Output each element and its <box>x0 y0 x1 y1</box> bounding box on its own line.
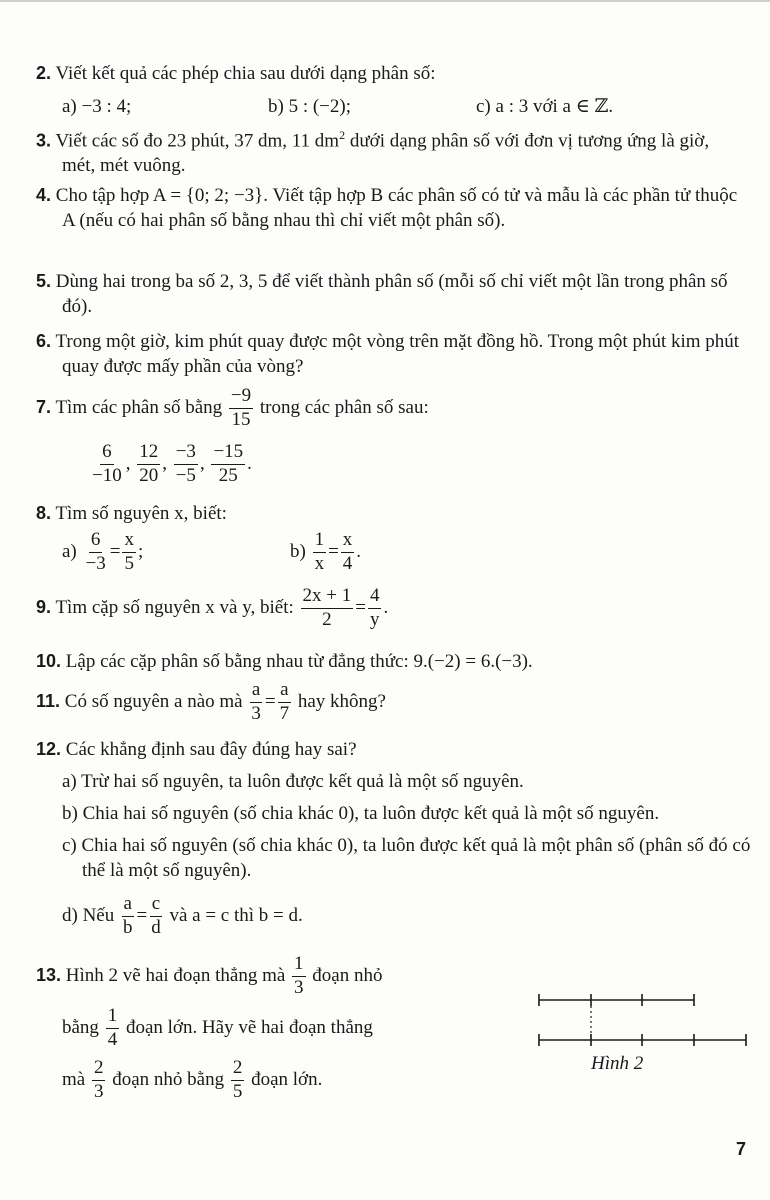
segments-figure <box>536 970 751 1080</box>
exercise-11: 11. Có số nguyên a nào mà $\frac{a}{3}$ = $\frac{a}{7}$ hay không? <box>36 679 386 724</box>
exercise-13-line-1: 13. Hình 2 vẽ hai đoạn thẳng mà $\frac{1}{3}$ đoạn nhỏ <box>36 953 383 998</box>
exercise-number: 13. <box>36 964 62 985</box>
exercise-text: Tìm số nguyên x, biết: <box>55 503 227 524</box>
exercise-2-c: c) a : 3 với a ∈ ℤ. <box>476 96 614 117</box>
fraction: $\frac{2x + 1}{2}$ <box>302 585 352 630</box>
exercise-number: 8. <box>36 503 52 523</box>
exercise-12-a: a) Trừ hai số nguyên, ta luôn được kết quả là một số nguyên. <box>62 771 524 792</box>
exercise-8-a: a) $\frac{6}{-3}$ = $\frac{x}{5}$ ; <box>62 529 144 574</box>
figure-caption: Hình 2 <box>591 1053 644 1074</box>
fraction: $\frac{a}{b}$ <box>122 893 133 938</box>
superscript: 2 <box>339 128 346 142</box>
exercise-number: 9. <box>36 596 52 617</box>
exercise-number: 11. <box>36 690 61 711</box>
fraction: $\frac{-15}{25}$ <box>213 441 244 486</box>
exercise-number: 2. <box>36 63 52 83</box>
exercise-2-b: b) 5 : (−2); <box>268 96 352 117</box>
small-segment <box>539 994 694 1006</box>
fraction: $\frac{1}{3}$ <box>294 953 304 998</box>
exercise-6 <box>36 330 746 379</box>
exercise-13-line-2: bằng $\frac{1}{4}$ đoạn lớn. Hãy vẽ hai đoạn thẳng <box>62 1005 373 1050</box>
exercise-number: 10. <box>36 651 62 671</box>
exercise-number: 3. <box>36 130 52 151</box>
exercise-text-part: dưới dạng phân số với đơn vị tương ứng là giờ, mét, mét vuông. <box>62 130 710 177</box>
fraction: $\frac{6}{-10}$ <box>92 441 122 486</box>
exercise-text-part: Tìm các phân số bằng <box>55 396 223 418</box>
fraction: $\frac{c}{d}$ <box>151 893 161 938</box>
fraction: $\frac{4}{y}$ <box>369 585 380 630</box>
exercise-number: 4. <box>36 185 52 205</box>
exercise-text-part: trong các phân số sau: <box>259 396 429 418</box>
exercise-text: Viết kết quả các phép chia sau dưới dạng phân số: <box>55 63 436 84</box>
exercise-text: Tìm cặp số nguyên x và y, biết: <box>55 596 294 618</box>
exercise-text: Dùng hai trong ba số 2, 3, 5 để viết thành phân số (mỗi số chỉ viết một lần trong phân số đó). <box>55 271 728 317</box>
exercise-10 <box>36 650 746 675</box>
exercise-text: Các khẳng định sau đây đúng hay sai? <box>65 739 357 760</box>
exercise-12-c: c) Chia hai số nguyên (số chia khác 0), ta luôn được kết quả là một phân số (phân số đó có thể là một số nguyên). <box>62 835 751 881</box>
exercise-9: 9. Tìm cặp số nguyên x và y, biết: $\frac{2x + 1}{2}$ = $\frac{4}{y}$ . <box>36 585 389 630</box>
large-segment <box>539 1034 746 1046</box>
fraction: $\frac{1}{4}$ <box>107 1005 118 1050</box>
exercise-text-part: hay không? <box>297 690 386 712</box>
exercise-2 <box>36 62 746 87</box>
exercise-12-d: d) Nếu $\frac{a}{b}$ = $\frac{c}{d}$ và a = c thì b = d. <box>62 893 303 938</box>
page-number: 7 <box>736 1139 747 1159</box>
fraction: $\frac{x}{4}$ <box>342 529 353 574</box>
exercise-3 <box>36 128 746 179</box>
fraction: $\frac{12}{20}$ <box>139 441 159 486</box>
exercise-2-a: a) −3 : 4; <box>62 96 132 117</box>
fraction: $\frac{6}{-3}$ <box>85 529 106 574</box>
exercise-number: 7. <box>36 396 52 417</box>
exercise-8-b: b) $\frac{1}{x}$ = $\frac{x}{4}$ . <box>290 529 362 574</box>
fraction: $\frac{a}{7}$ <box>279 679 290 724</box>
fraction: $\frac{x}{5}$ <box>124 529 134 574</box>
exercise-text-part: Có số nguyên a nào mà <box>64 690 243 712</box>
exercise-number: 12. <box>36 739 62 759</box>
exercise-8 <box>36 502 746 527</box>
fraction: $\frac{1}{x}$ <box>314 529 325 574</box>
exercise-4 <box>36 184 746 233</box>
exercise-text-part: Viết các số đo 23 phút, 37 dm, 11 dm <box>55 130 340 152</box>
exercise-7-fraction-list: $\frac{6}{-10}$ , $\frac{12}{20}$ , $\frac{-3}{-5}$ , $\frac{-15}{25}$ . <box>92 441 252 486</box>
exercise-7 <box>36 386 746 431</box>
exercise-5 <box>36 270 746 319</box>
fraction: $\frac{2}{3}$ <box>93 1057 104 1102</box>
exercise-number: 6. <box>36 331 52 351</box>
top-rule <box>0 0 770 2</box>
exercise-12 <box>36 738 746 763</box>
fraction: $\frac{-3}{-5}$ <box>175 441 196 486</box>
exercise-13-line-3: mà $\frac{2}{3}$ đoạn nhỏ bằng $\frac{2}{5}$ đoạn lớn. <box>62 1057 323 1102</box>
exercise-text: Lập các cặp phân số bằng nhau từ đẳng thức: 9.(−2) = 6.(−3). <box>65 651 533 672</box>
exercise-12-b: b) Chia hai số nguyên (số chia khác 0), ta luôn được kết quả là một số nguyên. <box>62 803 660 824</box>
exercise-number: 5. <box>36 271 52 291</box>
fraction: $\frac{-9}{15}$ <box>230 385 252 430</box>
exercise-text: Trong một giờ, kim phút quay được một vòng trên mặt đồng hồ. Trong một phút kim phút quay được mấy phần của vòng? <box>55 331 740 377</box>
fraction: $\frac{2}{5}$ <box>232 1057 243 1102</box>
fraction: $\frac{a}{3}$ <box>251 679 261 724</box>
exercise-text: Cho tập hợp A = {0; 2; −3}. Viết tập hợp B các phân số có tử và mẫu là các phần tử thuộc A (nếu có hai phân số bằng nhau thì chỉ viết một phân số). <box>55 185 738 231</box>
